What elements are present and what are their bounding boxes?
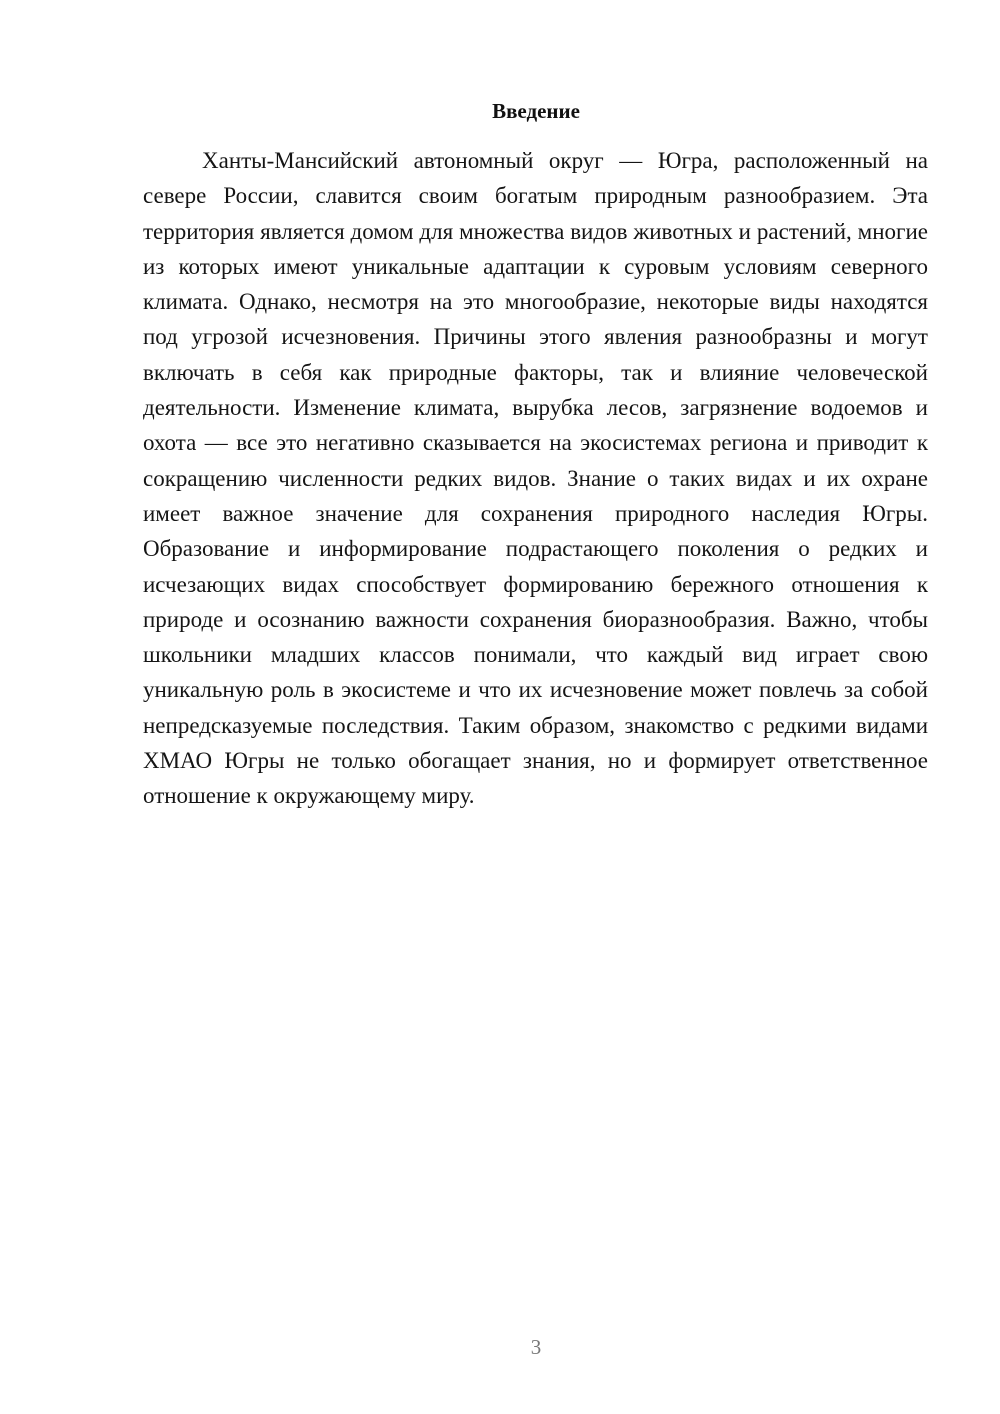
body-paragraph: Ханты-Мансийский автономный округ — Югра, расположенный на севере России, славится своим богатым природным разнообразием. Эта территория является домом для множества видов животных и растений, многие из которых имеют уникальные адаптации к суровым условиям северного климата. Однако, несмотря на это многообразие, некоторые виды находятся под угрозой исчезновения. Причины этого явления разнообразны и могут включать в себя как природные факторы, так и влияние человеческой деятельности. Изменение климата, вырубка лесов, загрязнение водоемов и охота — все это негативно сказывается на экосистемах региона и приводит к сокращению численности редких видов. Знание о таких видах и их охране имеет важное значение для сохранения природного наследия Югры. Образование и информирование подрастающего поколения о редких и исчезающих видах способствует формированию бережного отношения к природе и осознанию важности сохранения биоразнообразия. Важно, чтобы школьники младших классов понимали, что каждый вид играет свою уникальную роль в экосистеме и что их исчезновение может повлечь за собой непредсказуемые последствия. Таким образом, знакомство с редкими видами ХМАО Югры не только обогащает знания, но и формирует ответственное отношение к окружающему миру. (143, 148, 928, 809)
page-number: 3 (530, 1335, 542, 1359)
section-heading: Введение (492, 99, 580, 123)
